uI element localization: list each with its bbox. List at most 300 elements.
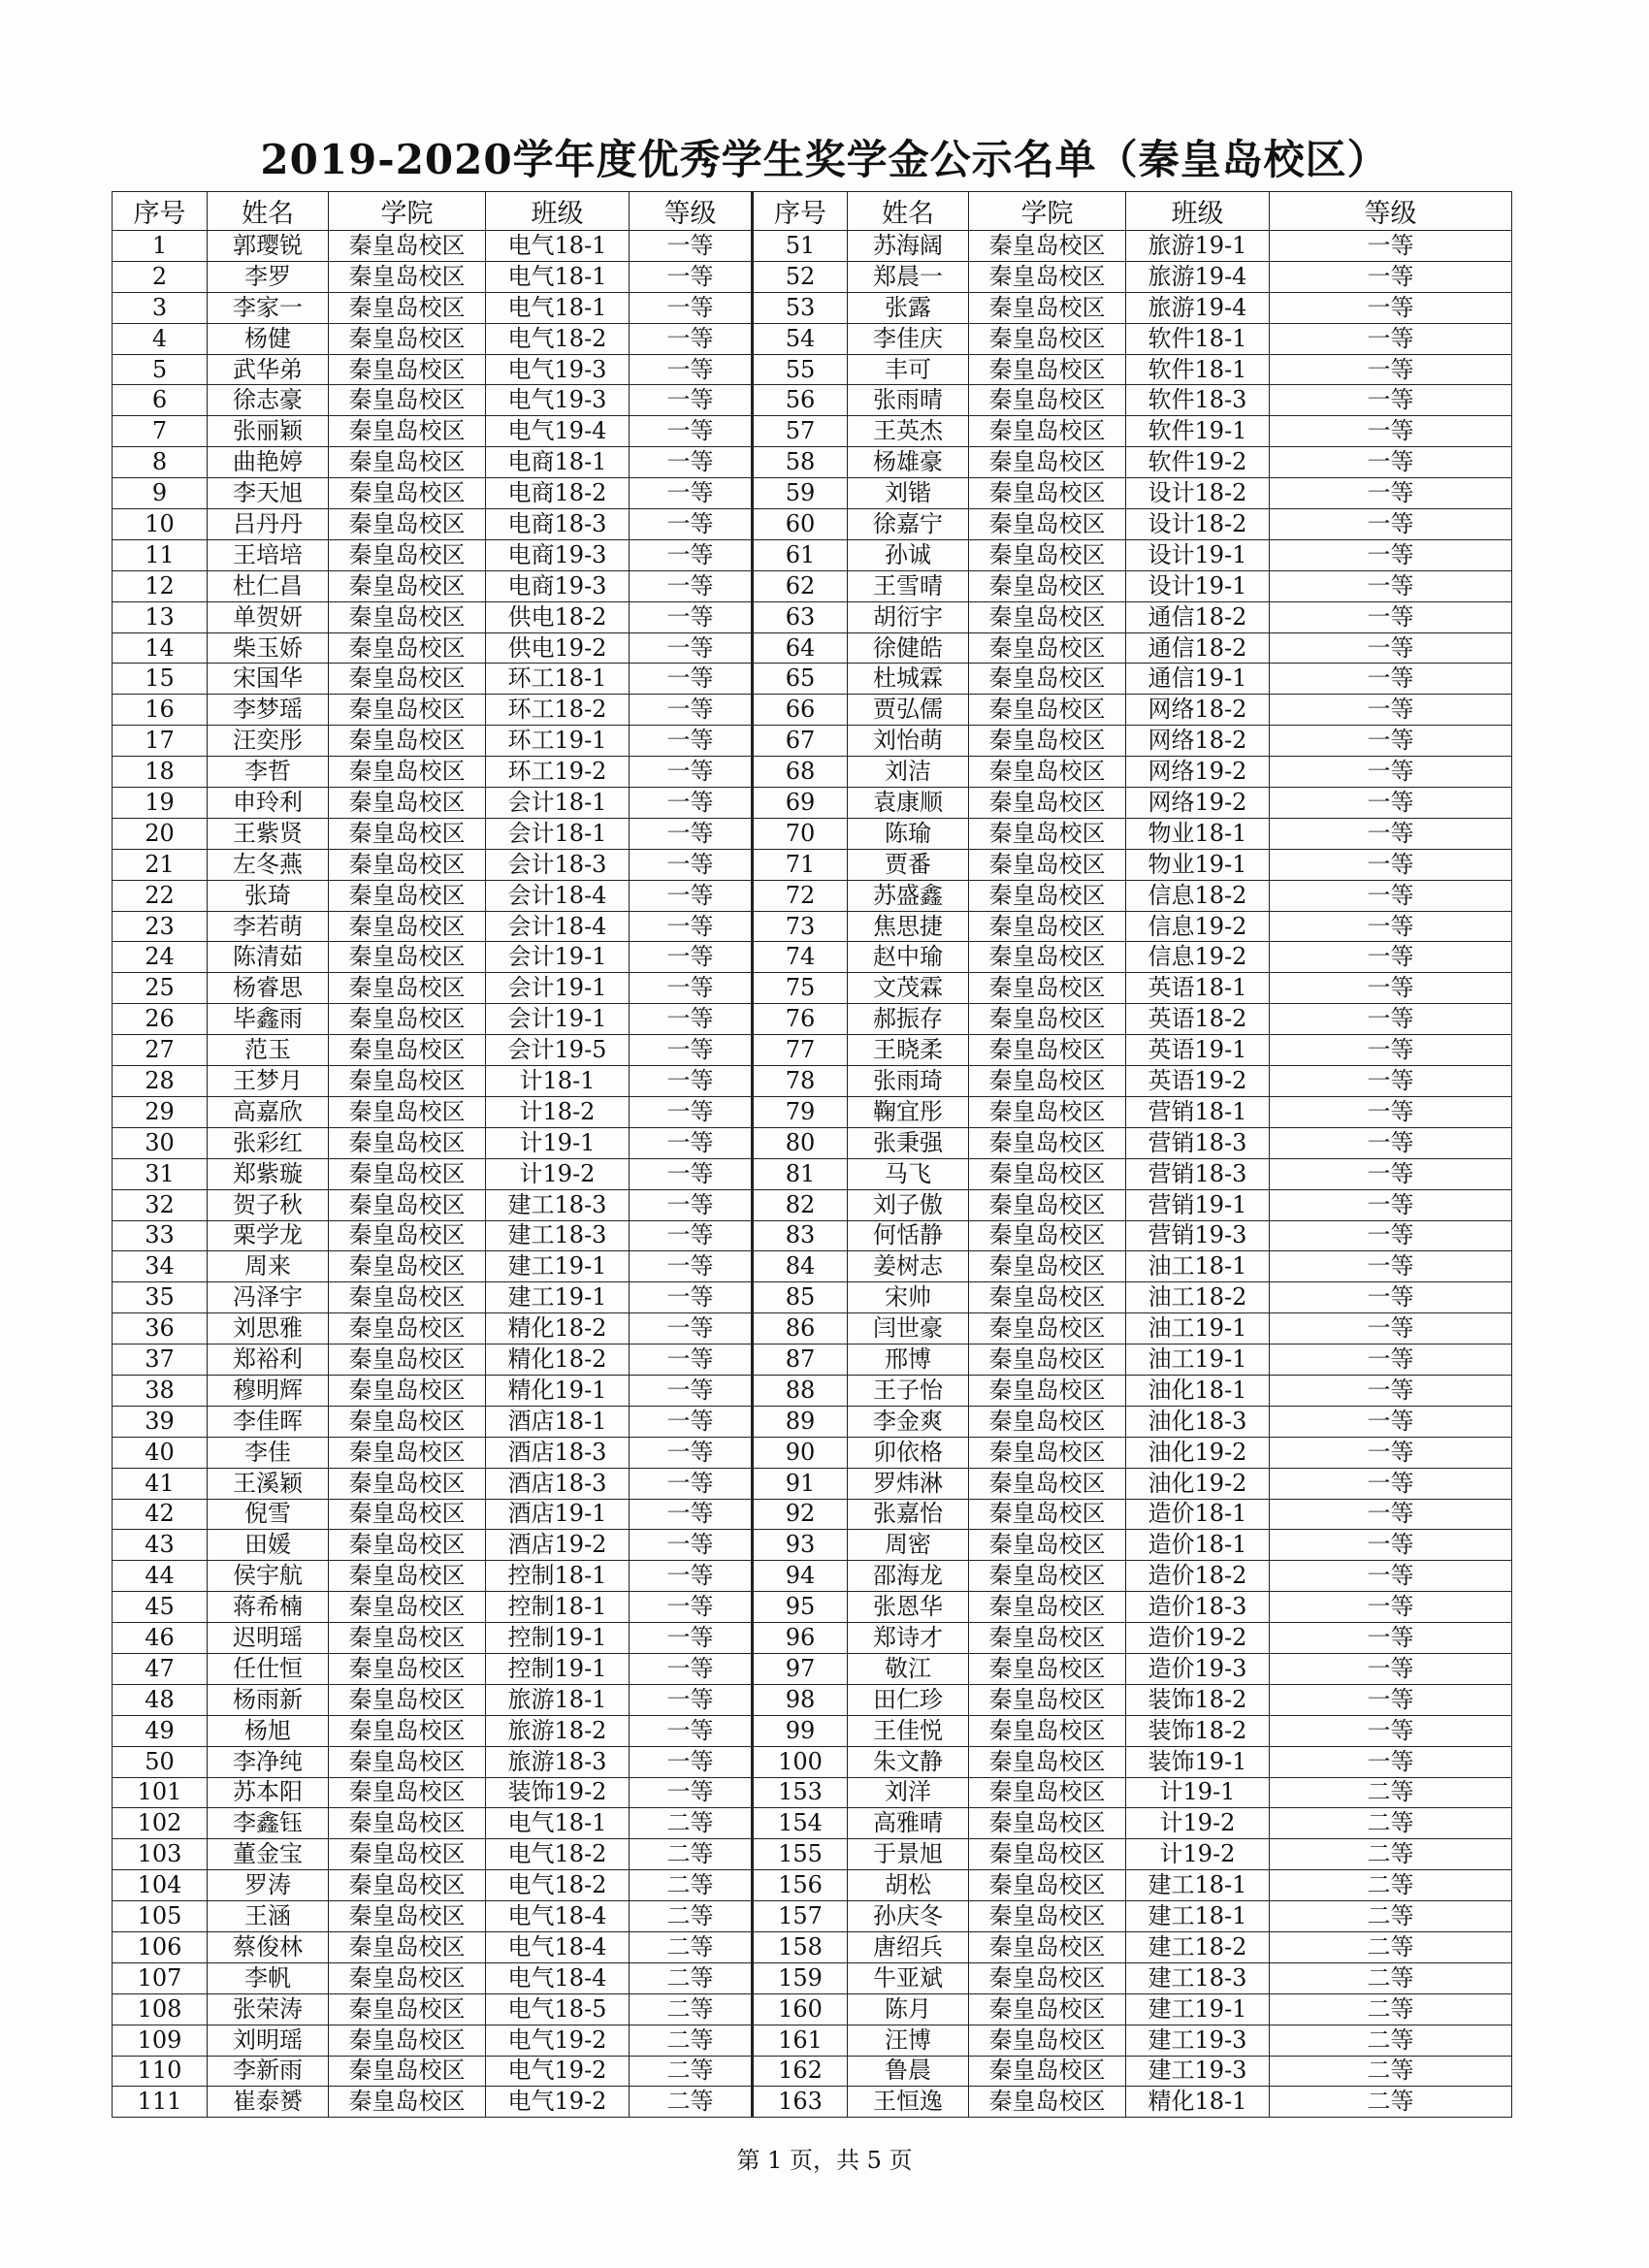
table-cell: 二等 <box>630 2056 753 2087</box>
table-cell: 丰可 <box>848 354 969 385</box>
table-cell: 李金爽 <box>848 1406 969 1437</box>
table-cell: 48 <box>113 1684 208 1715</box>
table-cell: 一等 <box>630 1561 753 1592</box>
table-cell: 装饰18-2 <box>1126 1684 1270 1715</box>
table-cell: 鞠宜彤 <box>848 1096 969 1127</box>
table-cell: 10 <box>113 509 208 540</box>
table-cell: 电气18-1 <box>486 261 630 292</box>
table-cell: 一等 <box>1270 1066 1512 1097</box>
table-cell: 秦皇岛校区 <box>969 788 1126 819</box>
table-cell: 营销18-3 <box>1126 1158 1270 1189</box>
table-cell: 卯依格 <box>848 1437 969 1468</box>
table-cell: 54 <box>753 323 848 354</box>
table-cell: 计19-1 <box>486 1127 630 1158</box>
table-cell: 一等 <box>1270 911 1512 942</box>
table-cell: 秦皇岛校区 <box>329 231 486 262</box>
table-cell: 酒店18-1 <box>486 1406 630 1437</box>
table-cell: 电气18-2 <box>486 323 630 354</box>
table-cell: 旅游19-4 <box>1126 292 1270 323</box>
table-cell: 秦皇岛校区 <box>329 601 486 632</box>
table-cell: 信息19-2 <box>1126 911 1270 942</box>
table-cell: 秦皇岛校区 <box>969 261 1126 292</box>
table-cell: 电气19-4 <box>486 416 630 447</box>
table-cell: 秦皇岛校区 <box>969 2087 1126 2118</box>
table-cell: 秦皇岛校区 <box>329 2025 486 2056</box>
table-cell: 秦皇岛校区 <box>969 1066 1126 1097</box>
table-row <box>113 1931 1512 1962</box>
table-cell: 一等 <box>630 973 753 1004</box>
table-cell: 二等 <box>630 1962 753 1993</box>
table-cell: 37 <box>113 1345 208 1376</box>
table-cell: 一等 <box>1270 1035 1512 1066</box>
table-cell: 营销18-1 <box>1126 1096 1270 1127</box>
table-cell: 电商18-2 <box>486 478 630 509</box>
table-row <box>113 570 1512 601</box>
table-cell: 秦皇岛校区 <box>969 1839 1126 1870</box>
table-cell: 64 <box>753 632 848 664</box>
table-cell: 油化19-2 <box>1126 1468 1270 1499</box>
table-row <box>113 1251 1512 1282</box>
table-cell: 77 <box>753 1035 848 1066</box>
table-cell: 58 <box>753 447 848 478</box>
table-row <box>113 695 1512 726</box>
table-cell: 二等 <box>1270 1993 1512 2025</box>
table-cell: 会计19-1 <box>486 942 630 973</box>
table-cell: 秦皇岛校区 <box>969 1530 1126 1561</box>
table-cell: 秦皇岛校区 <box>329 1066 486 1097</box>
table-cell: 柴玉娇 <box>208 632 329 664</box>
table-cell: 刘思雅 <box>208 1313 329 1345</box>
table-cell: 秦皇岛校区 <box>969 478 1126 509</box>
table-row <box>113 788 1512 819</box>
table-cell: 王培培 <box>208 539 329 570</box>
table-cell: 秦皇岛校区 <box>329 447 486 478</box>
table-cell: 161 <box>753 2025 848 2056</box>
table-cell: 秦皇岛校区 <box>329 261 486 292</box>
table-cell: 100 <box>753 1746 848 1777</box>
table-cell: 秦皇岛校区 <box>329 1251 486 1282</box>
table-cell: 二等 <box>1270 1901 1512 1932</box>
table-row <box>113 818 1512 849</box>
table-cell: 秦皇岛校区 <box>329 354 486 385</box>
table-cell: 秦皇岛校区 <box>329 1499 486 1530</box>
table-cell: 13 <box>113 601 208 632</box>
table-row <box>113 1808 1512 1839</box>
table-cell: 秦皇岛校区 <box>329 695 486 726</box>
table-cell: 邢博 <box>848 1345 969 1376</box>
table-cell: 秦皇岛校区 <box>329 1684 486 1715</box>
table-cell: 郝振存 <box>848 1004 969 1035</box>
table-cell: 一等 <box>1270 570 1512 601</box>
table-cell: 秦皇岛校区 <box>969 385 1126 416</box>
table-cell: 秦皇岛校区 <box>969 1220 1126 1251</box>
table-row <box>113 1158 1512 1189</box>
table-cell: 一等 <box>630 911 753 942</box>
table-cell: 一等 <box>630 818 753 849</box>
table-cell: 冯泽宇 <box>208 1282 329 1313</box>
table-cell: 胡衍宇 <box>848 601 969 632</box>
table-row <box>113 1437 1512 1468</box>
table-cell: 一等 <box>1270 509 1512 540</box>
table-cell: 153 <box>753 1777 848 1808</box>
table-cell: 罗涛 <box>208 1870 329 1901</box>
table-cell: 英语18-1 <box>1126 973 1270 1004</box>
table-cell: 建工19-1 <box>486 1282 630 1313</box>
table-cell: 一等 <box>630 1158 753 1189</box>
table-cell: 精化18-2 <box>486 1313 630 1345</box>
table-cell: 一等 <box>630 1251 753 1282</box>
table-cell: 二等 <box>630 1931 753 1962</box>
table-cell: 徐健皓 <box>848 632 969 664</box>
table-cell: 装饰19-1 <box>1126 1746 1270 1777</box>
table-cell: 二等 <box>630 1901 753 1932</box>
table-cell: 李天旭 <box>208 478 329 509</box>
table-row <box>113 973 1512 1004</box>
table-cell: 一等 <box>1270 1189 1512 1220</box>
table-cell: 苏本阳 <box>208 1777 329 1808</box>
table-cell: 二等 <box>630 1839 753 1870</box>
table-cell: 14 <box>113 632 208 664</box>
header-cell: 班级 <box>1126 192 1270 231</box>
table-cell: 26 <box>113 1004 208 1035</box>
table-cell: 一等 <box>630 1777 753 1808</box>
table-cell: 一等 <box>1270 601 1512 632</box>
table-cell: 83 <box>753 1220 848 1251</box>
table-cell: 郑诗才 <box>848 1623 969 1654</box>
table-cell: 徐嘉宁 <box>848 509 969 540</box>
table-cell: 一等 <box>1270 1282 1512 1313</box>
table-cell: 一等 <box>1270 788 1512 819</box>
table-cell: 侯宇航 <box>208 1561 329 1592</box>
table-cell: 电气18-1 <box>486 292 630 323</box>
table-cell: 18 <box>113 757 208 788</box>
table-cell: 倪雪 <box>208 1499 329 1530</box>
table-row <box>113 478 1512 509</box>
table-cell: 精化19-1 <box>486 1375 630 1406</box>
table-cell: 一等 <box>630 1530 753 1561</box>
table-cell: 秦皇岛校区 <box>329 757 486 788</box>
table-cell: 44 <box>113 1561 208 1592</box>
table-cell: 孙诚 <box>848 539 969 570</box>
table-cell: 张雨琦 <box>848 1066 969 1097</box>
table-cell: 贾弘儒 <box>848 695 969 726</box>
table-cell: 一等 <box>1270 664 1512 695</box>
table-cell: 袁康顺 <box>848 788 969 819</box>
table-cell: 2 <box>113 261 208 292</box>
table-cell: 二等 <box>1270 1808 1512 1839</box>
table-cell: 一等 <box>630 1592 753 1623</box>
table-cell: 秦皇岛校区 <box>969 1345 1126 1376</box>
table-cell: 电气18-4 <box>486 1901 630 1932</box>
table-cell: 旅游19-1 <box>1126 231 1270 262</box>
table-row <box>113 1561 1512 1592</box>
table-cell: 环工18-2 <box>486 695 630 726</box>
table-cell: 秦皇岛校区 <box>329 323 486 354</box>
table-cell: 45 <box>113 1592 208 1623</box>
table-cell: 32 <box>113 1189 208 1220</box>
table-cell: 一等 <box>630 1468 753 1499</box>
table-cell: 一等 <box>630 664 753 695</box>
table-cell: 李佳庆 <box>848 323 969 354</box>
table-cell: 一等 <box>630 539 753 570</box>
table-row <box>113 1592 1512 1623</box>
table-cell: 通信18-2 <box>1126 632 1270 664</box>
table-cell: 25 <box>113 973 208 1004</box>
table-cell: 秦皇岛校区 <box>329 1282 486 1313</box>
table-cell: 造价18-3 <box>1126 1592 1270 1623</box>
table-cell: 秦皇岛校区 <box>329 911 486 942</box>
table-cell: 一等 <box>1270 1437 1512 1468</box>
table-cell: 一等 <box>1270 942 1512 973</box>
table-cell: 装饰18-2 <box>1126 1715 1270 1746</box>
table-cell: 二等 <box>1270 1839 1512 1870</box>
table-cell: 一等 <box>630 1623 753 1654</box>
table-cell: 秦皇岛校区 <box>329 2056 486 2087</box>
table-cell: 会计19-1 <box>486 1004 630 1035</box>
table-cell: 19 <box>113 788 208 819</box>
table-cell: 汪博 <box>848 2025 969 2056</box>
table-cell: 一等 <box>1270 1313 1512 1345</box>
table-cell: 秦皇岛校区 <box>969 1870 1126 1901</box>
table-cell: 秦皇岛校区 <box>329 1870 486 1901</box>
table-cell: 秦皇岛校区 <box>969 354 1126 385</box>
table-cell: 武华弟 <box>208 354 329 385</box>
table-cell: 网络19-2 <box>1126 788 1270 819</box>
table-cell: 一等 <box>630 1066 753 1097</box>
table-cell: 9 <box>113 478 208 509</box>
table-cell: 油化18-1 <box>1126 1375 1270 1406</box>
table-cell: 30 <box>113 1127 208 1158</box>
table-cell: 107 <box>113 1962 208 1993</box>
table-cell: 一等 <box>1270 1406 1512 1437</box>
table-cell: 杨健 <box>208 323 329 354</box>
table-cell: 一等 <box>1270 323 1512 354</box>
table-cell: 会计18-1 <box>486 788 630 819</box>
table-cell: 一等 <box>630 880 753 911</box>
table-cell: 左冬燕 <box>208 849 329 880</box>
table-cell: 159 <box>753 1962 848 1993</box>
table-cell: 建工18-2 <box>1126 1931 1270 1962</box>
table-cell: 电气18-4 <box>486 1962 630 1993</box>
table-row <box>113 1901 1512 1932</box>
table-cell: 秦皇岛校区 <box>329 1839 486 1870</box>
table-cell: 59 <box>753 478 848 509</box>
table-cell: 秦皇岛校区 <box>329 1530 486 1561</box>
table-cell: 张丽颖 <box>208 416 329 447</box>
table-row <box>113 1004 1512 1035</box>
header-cell: 序号 <box>753 192 848 231</box>
table-cell: 杜仁昌 <box>208 570 329 601</box>
table-cell: 秦皇岛校区 <box>329 292 486 323</box>
table-cell: 杨雨新 <box>208 1684 329 1715</box>
table-cell: 63 <box>753 601 848 632</box>
header-cell: 班级 <box>486 192 630 231</box>
table-cell: 控制18-1 <box>486 1592 630 1623</box>
scholarship-table <box>112 191 1512 2118</box>
table-cell: 34 <box>113 1251 208 1282</box>
table-cell: 蔡俊林 <box>208 1931 329 1962</box>
table-cell: 70 <box>753 818 848 849</box>
table-cell: 103 <box>113 1839 208 1870</box>
table-cell: 38 <box>113 1375 208 1406</box>
table-cell: 一等 <box>630 323 753 354</box>
table-cell: 156 <box>753 1870 848 1901</box>
table-cell: 秦皇岛校区 <box>969 1715 1126 1746</box>
table-cell: 88 <box>753 1375 848 1406</box>
table-row <box>113 601 1512 632</box>
table-cell: 秦皇岛校区 <box>329 1158 486 1189</box>
table-row <box>113 1035 1512 1066</box>
table-row <box>113 1468 1512 1499</box>
table-cell: 秦皇岛校区 <box>969 849 1126 880</box>
table-cell: 会计18-4 <box>486 911 630 942</box>
table-cell: 建工18-1 <box>1126 1870 1270 1901</box>
table-cell: 唐绍兵 <box>848 1931 969 1962</box>
table-cell: 67 <box>753 726 848 757</box>
table-cell: 陈瑜 <box>848 818 969 849</box>
table-row <box>113 1623 1512 1654</box>
table-cell: 王恒逸 <box>848 2087 969 2118</box>
table-cell: 秦皇岛校区 <box>329 1592 486 1623</box>
table-cell: 秦皇岛校区 <box>329 539 486 570</box>
table-cell: 一等 <box>630 695 753 726</box>
table-row <box>113 1220 1512 1251</box>
table-row <box>113 880 1512 911</box>
header-cell: 姓名 <box>848 192 969 231</box>
table-cell: 旅游19-4 <box>1126 261 1270 292</box>
table-cell: 王雪晴 <box>848 570 969 601</box>
table-cell: 一等 <box>1270 1684 1512 1715</box>
table-cell: 秦皇岛校区 <box>969 1437 1126 1468</box>
table-cell: 秦皇岛校区 <box>969 1777 1126 1808</box>
table-cell: 油工18-1 <box>1126 1251 1270 1282</box>
header-cell: 等级 <box>1270 192 1512 231</box>
table-cell: 85 <box>753 1282 848 1313</box>
table-cell: 一等 <box>630 632 753 664</box>
table-cell: 秦皇岛校区 <box>329 1901 486 1932</box>
table-cell: 郑紫璇 <box>208 1158 329 1189</box>
table-cell: 建工19-1 <box>486 1251 630 1282</box>
table-cell: 一等 <box>630 1406 753 1437</box>
table-cell: 86 <box>753 1313 848 1345</box>
table-cell: 会计18-3 <box>486 849 630 880</box>
table-cell: 一等 <box>1270 1004 1512 1035</box>
table-cell: 杨雄豪 <box>848 447 969 478</box>
table-cell: 一等 <box>630 1437 753 1468</box>
table-cell: 王晓柔 <box>848 1035 969 1066</box>
table-cell: 一等 <box>630 788 753 819</box>
table-cell: 79 <box>753 1096 848 1127</box>
table-cell: 87 <box>753 1345 848 1376</box>
table-cell: 111 <box>113 2087 208 2118</box>
table-cell: 42 <box>113 1499 208 1530</box>
table-cell: 秦皇岛校区 <box>969 1004 1126 1035</box>
table-cell: 秦皇岛校区 <box>969 1592 1126 1623</box>
table-cell: 66 <box>753 695 848 726</box>
table-cell: 造价19-3 <box>1126 1653 1270 1684</box>
table-cell: 一等 <box>1270 695 1512 726</box>
table-cell: 61 <box>753 539 848 570</box>
table-row <box>113 1313 1512 1345</box>
table-cell: 李鑫钰 <box>208 1808 329 1839</box>
table-cell: 张恩华 <box>848 1592 969 1623</box>
table-row <box>113 849 1512 880</box>
table-cell: 一等 <box>630 1220 753 1251</box>
table-cell: 80 <box>753 1127 848 1158</box>
table-cell: 24 <box>113 942 208 973</box>
table-cell: 一等 <box>1270 1623 1512 1654</box>
table-cell: 一等 <box>630 292 753 323</box>
table-cell: 二等 <box>630 1870 753 1901</box>
table-cell: 旅游18-2 <box>486 1715 630 1746</box>
table-cell: 17 <box>113 726 208 757</box>
table-cell: 栗学龙 <box>208 1220 329 1251</box>
table-cell: 秦皇岛校区 <box>329 2087 486 2118</box>
table-cell: 环工18-1 <box>486 664 630 695</box>
table-cell: 秦皇岛校区 <box>329 478 486 509</box>
table-cell: 95 <box>753 1592 848 1623</box>
table-cell: 一等 <box>630 849 753 880</box>
table-cell: 二等 <box>1270 1870 1512 1901</box>
table-cell: 秦皇岛校区 <box>329 1189 486 1220</box>
table-cell: 78 <box>753 1066 848 1097</box>
table-cell: 申玲利 <box>208 788 329 819</box>
table-cell: 16 <box>113 695 208 726</box>
table-cell: 39 <box>113 1406 208 1437</box>
table-cell: 一等 <box>630 1684 753 1715</box>
table-row <box>113 757 1512 788</box>
table-cell: 秦皇岛校区 <box>329 788 486 819</box>
table-cell: 设计19-1 <box>1126 570 1270 601</box>
table-cell: 秦皇岛校区 <box>329 416 486 447</box>
table-cell: 周来 <box>208 1251 329 1282</box>
table-cell: 31 <box>113 1158 208 1189</box>
table-row <box>113 354 1512 385</box>
table-cell: 一等 <box>1270 1251 1512 1282</box>
table-cell: 电气18-1 <box>486 1808 630 1839</box>
table-cell: 秦皇岛校区 <box>329 570 486 601</box>
table-cell: 信息19-2 <box>1126 942 1270 973</box>
table-cell: 秦皇岛校区 <box>969 323 1126 354</box>
table-cell: 王子怡 <box>848 1375 969 1406</box>
table-cell: 一等 <box>630 1375 753 1406</box>
table-cell: 建工18-3 <box>486 1220 630 1251</box>
table-cell: 一等 <box>1270 1530 1512 1561</box>
table-cell: 任仕恒 <box>208 1653 329 1684</box>
table-cell: 62 <box>753 570 848 601</box>
table-cell: 二等 <box>630 2087 753 2118</box>
table-cell: 张琦 <box>208 880 329 911</box>
table-cell: 秦皇岛校区 <box>969 1901 1126 1932</box>
table-cell: 造价18-1 <box>1126 1530 1270 1561</box>
table-row <box>113 1653 1512 1684</box>
table-cell: 计18-1 <box>486 1066 630 1097</box>
table-cell: 秦皇岛校区 <box>329 1653 486 1684</box>
document-title: 2019-2020学年度优秀学生奖学金公示名单（秦皇岛校区） <box>260 136 1389 183</box>
table-row <box>113 416 1512 447</box>
table-cell: 设计18-2 <box>1126 478 1270 509</box>
table-cell: 50 <box>113 1746 208 1777</box>
table-row <box>113 1406 1512 1437</box>
header-cell: 学院 <box>969 192 1126 231</box>
table-cell: 高嘉欣 <box>208 1096 329 1127</box>
table-cell: 秦皇岛校区 <box>969 1623 1126 1654</box>
table-cell: 1 <box>113 231 208 262</box>
table-row <box>113 1375 1512 1406</box>
table-cell: 酒店19-2 <box>486 1530 630 1561</box>
table-cell: 一等 <box>630 261 753 292</box>
table-cell: 杜城霖 <box>848 664 969 695</box>
